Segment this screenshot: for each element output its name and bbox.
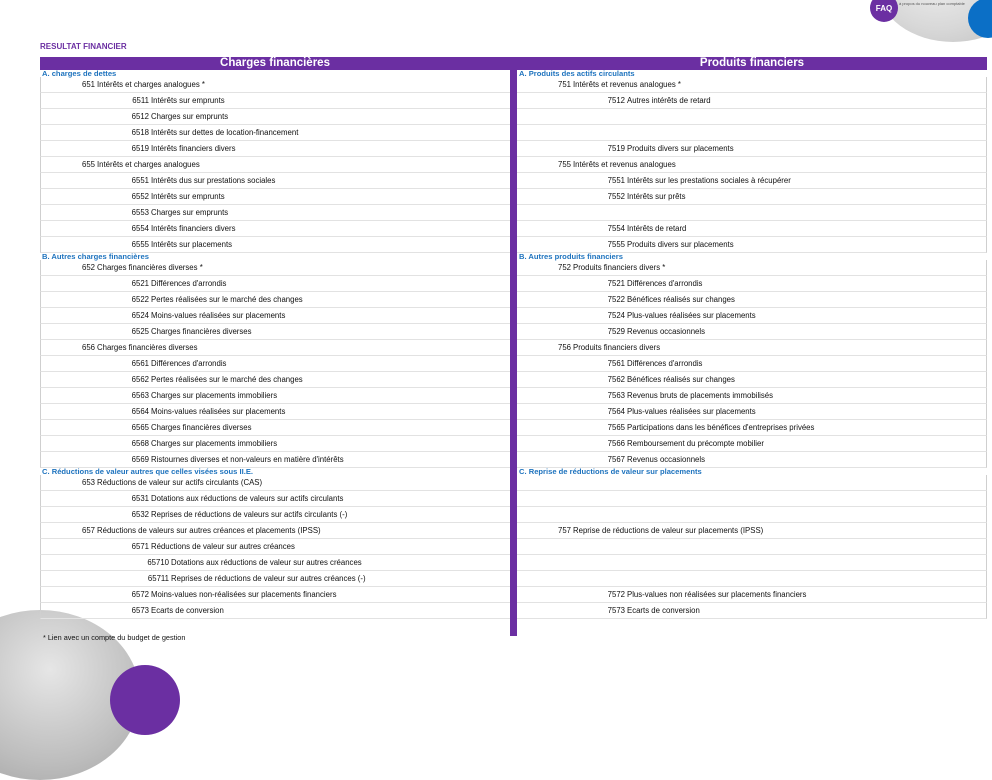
account-label: Dotations aux réductions de valeur sur autres créances xyxy=(171,558,362,567)
account-label: Plus-values réalisées sur placements xyxy=(627,407,756,416)
table-row xyxy=(40,324,510,340)
table-row xyxy=(40,356,510,372)
account-label: Charges sur emprunts xyxy=(151,208,229,217)
table-row xyxy=(40,237,510,253)
table-row xyxy=(40,523,510,539)
table-row-empty xyxy=(517,555,987,571)
account-code: 6511 xyxy=(132,96,149,105)
table-row xyxy=(40,93,510,109)
account-code: 6531 xyxy=(131,494,149,503)
account-label: Intérêts sur dettes de location-financement xyxy=(151,128,299,137)
table-row xyxy=(40,404,510,420)
account-code: 757 xyxy=(557,526,571,535)
account-label: Produits financiers divers * xyxy=(573,263,666,272)
table-row xyxy=(517,292,987,308)
table-row xyxy=(517,189,987,205)
account-code: 6573 xyxy=(131,606,149,615)
table-row xyxy=(517,523,987,539)
account-code: 7554 xyxy=(607,224,625,233)
table-row xyxy=(517,587,987,603)
account-label: Réductions de valeurs sur autres créances et placements (IPSS) xyxy=(97,526,321,535)
table-row xyxy=(517,308,987,324)
account-label: Bénéfices réalisés sur changes xyxy=(627,295,735,304)
account-code: 7565 xyxy=(607,423,625,432)
account-label: Moins-values réalisées sur placements xyxy=(151,311,286,320)
section-heading: A. charges de dettes xyxy=(42,69,117,78)
account-label: Intérêts de retard xyxy=(627,224,687,233)
table-row xyxy=(40,587,510,603)
account-label: Différences d'arrondis xyxy=(151,359,227,368)
table-row-empty xyxy=(517,205,987,221)
account-code: 7522 xyxy=(607,295,625,304)
account-label: Charges financières diverses * xyxy=(97,263,203,272)
account-code: 7519 xyxy=(607,144,625,153)
account-code: 6525 xyxy=(131,327,149,336)
account-code: 752 xyxy=(557,263,571,272)
table-row-empty xyxy=(517,475,987,491)
account-code: 6552 xyxy=(131,192,149,201)
faq-logo-label: FAQ xyxy=(875,3,893,13)
account-code: 6554 xyxy=(131,224,149,233)
account-label: Différences d'arrondis xyxy=(627,359,703,368)
account-label: Plus-values réalisées sur placements xyxy=(627,311,756,320)
section-heading: B. Autres charges financières xyxy=(42,252,149,261)
decorative-purple-dot xyxy=(110,665,180,735)
account-label: Intérêts dus sur prestations sociales xyxy=(151,176,276,185)
table-row xyxy=(40,436,510,452)
account-code: 651 xyxy=(81,80,95,89)
table-row xyxy=(517,237,987,253)
column-separator xyxy=(510,57,517,636)
table-row xyxy=(40,491,510,507)
account-code: 6532 xyxy=(131,510,149,519)
table-row xyxy=(517,157,987,173)
table-row-empty xyxy=(517,571,987,587)
account-code: 6571 xyxy=(131,542,149,551)
produits-rows xyxy=(517,70,987,619)
account-label: Intérêts et revenus analogues xyxy=(573,160,676,169)
table-row xyxy=(40,189,510,205)
account-label: Ecarts de conversion xyxy=(627,606,700,615)
footnote: * Lien avec un compte du budget de gestion xyxy=(43,633,186,642)
account-label: Pertes réalisées sur le marché des changes xyxy=(151,375,303,384)
account-code: 756 xyxy=(557,343,571,352)
account-code: 657 xyxy=(81,526,95,535)
account-label: Réductions de valeur sur autres créances xyxy=(151,542,295,551)
account-label: Intérêts sur prêts xyxy=(627,192,686,201)
table-row xyxy=(517,436,987,452)
account-code: 7552 xyxy=(607,192,625,201)
account-code: 6572 xyxy=(131,590,149,599)
account-code: 7573 xyxy=(607,606,625,615)
section-heading: C. Reprise de réductions de valeur sur placements xyxy=(519,467,702,476)
account-code: 7524 xyxy=(607,311,625,320)
account-label: Dotations aux réductions de valeurs sur actifs circulants xyxy=(151,494,344,503)
table-row xyxy=(40,109,510,125)
account-code: 7564 xyxy=(607,407,625,416)
account-label: Intérêts sur placements xyxy=(151,240,233,249)
charges-header: Charges financières xyxy=(40,57,510,70)
table-row xyxy=(40,308,510,324)
table-row xyxy=(517,221,987,237)
account-code: 6564 xyxy=(131,407,149,416)
account-label: Autres intérêts de retard xyxy=(627,96,711,105)
account-code: 6524 xyxy=(131,311,149,320)
account-label: Différences d'arrondis xyxy=(151,279,227,288)
account-label: Participations dans les bénéfices d'entreprises privées xyxy=(627,423,815,432)
produits-header: Produits financiers xyxy=(517,57,987,70)
table-row xyxy=(517,420,987,436)
account-code: 6568 xyxy=(131,439,149,448)
table-row xyxy=(40,388,510,404)
table-row xyxy=(40,125,510,141)
account-code: 656 xyxy=(81,343,95,352)
account-label: Bénéfices réalisés sur changes xyxy=(627,375,735,384)
charges-rows xyxy=(40,70,510,619)
account-label: Reprises de réductions de valeur sur autres créances (-) xyxy=(171,574,366,583)
account-code: 7562 xyxy=(607,375,625,384)
account-code: 6569 xyxy=(131,455,149,464)
charges-column xyxy=(40,57,510,619)
table-row xyxy=(517,356,987,372)
table-row xyxy=(40,157,510,173)
account-label: Intérêts et revenus analogues * xyxy=(573,80,681,89)
account-code: 6521 xyxy=(131,279,149,288)
account-code: 653 xyxy=(81,478,95,487)
account-code: 7561 xyxy=(607,359,625,368)
account-label: Reprise de réductions de valeur sur placements (IPSS) xyxy=(573,526,764,535)
table-row xyxy=(517,141,987,157)
table-row xyxy=(40,340,510,356)
table-row xyxy=(517,372,987,388)
section-heading: A. Produits des actifs circulants xyxy=(519,69,635,78)
account-code: 6555 xyxy=(131,240,149,249)
account-label: Ecarts de conversion xyxy=(151,606,224,615)
account-label: Revenus occasionnels xyxy=(627,327,706,336)
account-label: Charges sur emprunts xyxy=(151,112,229,121)
account-code: 7555 xyxy=(607,240,625,249)
account-code: 7572 xyxy=(607,590,625,599)
account-code: 7563 xyxy=(607,391,625,400)
table-row xyxy=(40,276,510,292)
account-label: Remboursement du précompte mobilier xyxy=(627,439,764,448)
table-row xyxy=(40,292,510,308)
account-code: 6553 xyxy=(131,208,149,217)
section-heading: B. Autres produits financiers xyxy=(519,252,623,261)
table-row xyxy=(517,93,987,109)
account-code: 6563 xyxy=(131,391,149,400)
faq-tagline: à propos du nouveau plan comptable xyxy=(899,1,965,6)
account-code: 652 xyxy=(81,263,95,272)
account-label: Réductions de valeur sur actifs circulants (CAS) xyxy=(97,478,263,487)
table-row xyxy=(40,221,510,237)
account-code: 7567 xyxy=(607,455,625,464)
table-row-empty xyxy=(517,539,987,555)
account-code: 6512 xyxy=(131,112,149,121)
account-label: Intérêts sur emprunts xyxy=(151,96,225,105)
account-label: Pertes réalisées sur le marché des changes xyxy=(151,295,303,304)
account-label: Charges financières diverses xyxy=(97,343,198,352)
table-row-empty xyxy=(517,125,987,141)
table-row xyxy=(40,555,510,571)
table-row xyxy=(517,276,987,292)
account-label: Revenus bruts de placements immobilisés xyxy=(627,391,774,400)
account-label: Intérêts et charges analogues * xyxy=(97,80,205,89)
account-code: 751 xyxy=(557,80,571,89)
account-label: Intérêts financiers divers xyxy=(151,224,236,233)
table-row xyxy=(40,452,510,468)
table-row-empty xyxy=(517,491,987,507)
table-row xyxy=(517,452,987,468)
table-row xyxy=(40,507,510,523)
table-row-empty xyxy=(517,109,987,125)
account-label: Produits financiers divers xyxy=(573,343,661,352)
account-label: Charges sur placements immobiliers xyxy=(151,391,278,400)
table-row xyxy=(40,420,510,436)
table-row-empty xyxy=(517,507,987,523)
table-row xyxy=(517,404,987,420)
table-row xyxy=(40,141,510,157)
table-row xyxy=(517,603,987,619)
account-code: 65711 xyxy=(147,574,169,583)
section-heading: C. Réductions de valeur autres que celles visées sous II.E. xyxy=(42,467,254,476)
account-code: 6565 xyxy=(131,423,149,432)
table-row xyxy=(40,372,510,388)
table-row xyxy=(517,324,987,340)
account-label: Charges financières diverses xyxy=(151,327,252,336)
table-row xyxy=(40,173,510,189)
table-row xyxy=(517,77,987,93)
table-row xyxy=(517,173,987,189)
account-code: 755 xyxy=(557,160,571,169)
account-label: Charges sur placements immobiliers xyxy=(151,439,278,448)
account-label: Plus-values non réalisées sur placements financiers xyxy=(627,590,807,599)
account-label: Intérêts et charges analogues xyxy=(97,160,200,169)
account-label: Différences d'arrondis xyxy=(627,279,703,288)
account-code: 7566 xyxy=(607,439,625,448)
account-label: Intérêts financiers divers xyxy=(151,144,236,153)
table-row xyxy=(40,205,510,221)
account-code: 7551 xyxy=(607,176,625,185)
table-row xyxy=(517,340,987,356)
table-row xyxy=(40,603,510,619)
account-code: 6522 xyxy=(131,295,149,304)
account-label: Revenus occasionnels xyxy=(627,455,706,464)
account-label: Reprises de réductions de valeurs sur actifs circulants (-) xyxy=(151,510,348,519)
account-label: Intérêts sur les prestations sociales à récupérer xyxy=(627,176,791,185)
table-row xyxy=(40,77,510,93)
account-label: Intérêts sur emprunts xyxy=(151,192,225,201)
account-label: Moins-values non-réalisées sur placements financiers xyxy=(151,590,337,599)
table-row xyxy=(40,539,510,555)
account-code: 65710 xyxy=(147,558,169,567)
account-code: 7521 xyxy=(607,279,625,288)
account-label: Charges financières diverses xyxy=(151,423,252,432)
account-code: 6551 xyxy=(131,176,149,185)
table-row xyxy=(40,571,510,587)
account-code: 7512 xyxy=(607,96,625,105)
account-label: Produits divers sur placements xyxy=(627,240,734,249)
account-label: Produits divers sur placements xyxy=(627,144,734,153)
account-code: 6562 xyxy=(131,375,149,384)
table-row xyxy=(40,475,510,491)
table-row xyxy=(40,260,510,276)
account-code: 655 xyxy=(81,160,95,169)
account-code: 7529 xyxy=(607,327,625,336)
account-code: 6519 xyxy=(131,144,149,153)
page-title: RESULTAT FINANCIER xyxy=(40,42,127,51)
account-label: Moins-values réalisées sur placements xyxy=(151,407,286,416)
account-label: Ristournes diverses et non-valeurs en matière d'intérêts xyxy=(151,455,344,464)
produits-column xyxy=(517,57,987,619)
account-code: 6561 xyxy=(131,359,149,368)
account-code: 6518 xyxy=(131,128,149,137)
table-row xyxy=(517,388,987,404)
table-row xyxy=(517,260,987,276)
